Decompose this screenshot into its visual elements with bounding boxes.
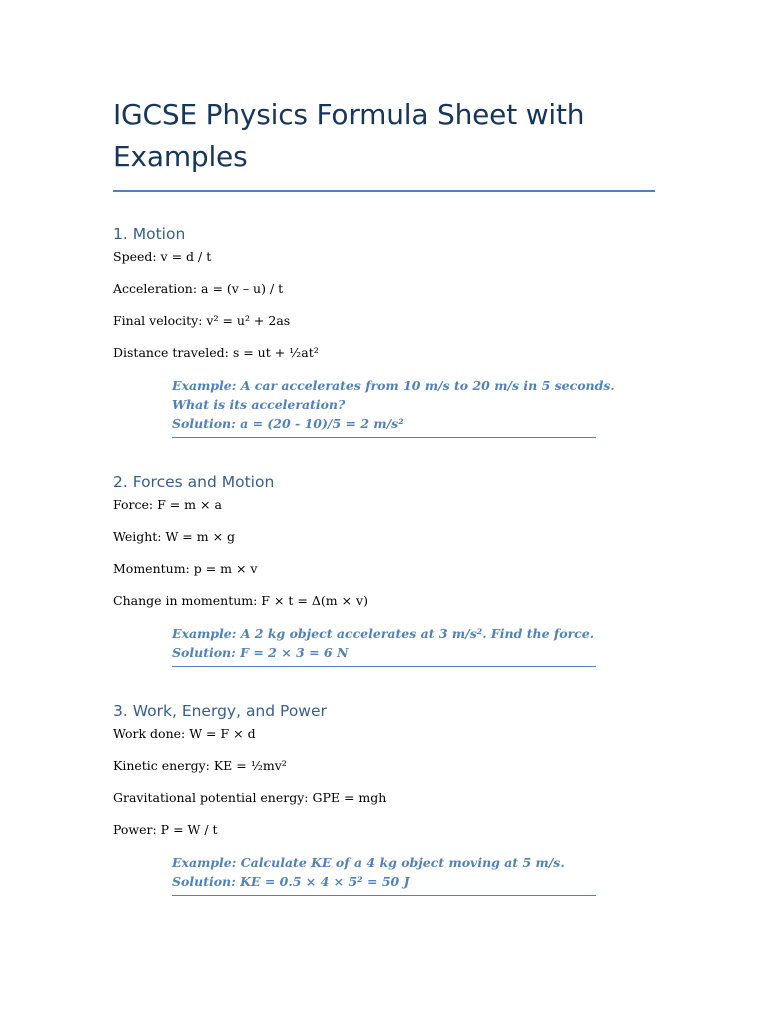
formula-speed: Speed: v = d / t [113,249,212,264]
example-block-energy [172,853,596,896]
formula-work-done: Work done: W = F × d [113,726,256,741]
formula-kinetic-energy: Kinetic energy: KE = ½mv² [113,758,287,773]
example-solution: Solution: a = (20 - 10)/5 = 2 m/s² [172,416,404,431]
formula-final-velocity: Final velocity: v² = u² + 2as [113,313,291,328]
formula-power: Power: P = W / t [113,822,218,837]
example-block-motion [172,376,615,438]
example-text: Example: A 2 kg object accelerates at 3 m/s². Find the force. [172,626,595,641]
formula-gpe: Gravitational potential energy: GPE = mgh [113,790,387,805]
formula-force: Force: F = m × a [113,497,222,512]
formula-acceleration: Acceleration: a = (v – u) / t [113,281,284,296]
title-underline [113,190,655,192]
example-solution: Solution: KE = 0.5 × 4 × 5² = 50 J [172,874,410,889]
document-title: IGCSE Physics Formula Sheet with Examples [113,98,585,173]
section-heading-motion: 1. Motion [113,225,186,243]
formula-change-in-momentum: Change in momentum: F × t = Δ(m × v) [113,593,368,608]
formula-momentum: Momentum: p = m × v [113,561,258,576]
example-text: Example: A car accelerates from 10 m/s to 20 m/s in 5 seconds. [172,378,615,393]
formula-weight: Weight: W = m × g [113,529,236,544]
example-block-forces [172,624,596,667]
section-heading-work-energy-power: 3. Work, Energy, and Power [113,702,327,720]
section-heading-forces: 2. Forces and Motion [113,473,275,491]
example-text: Example: Calculate KE of a 4 kg object moving at 5 m/s. [172,855,565,870]
example-solution: Solution: F = 2 × 3 = 6 N [172,645,349,660]
example-text: What is its acceleration? [172,397,346,412]
formula-distance: Distance traveled: s = ut + ½at² [113,345,319,360]
